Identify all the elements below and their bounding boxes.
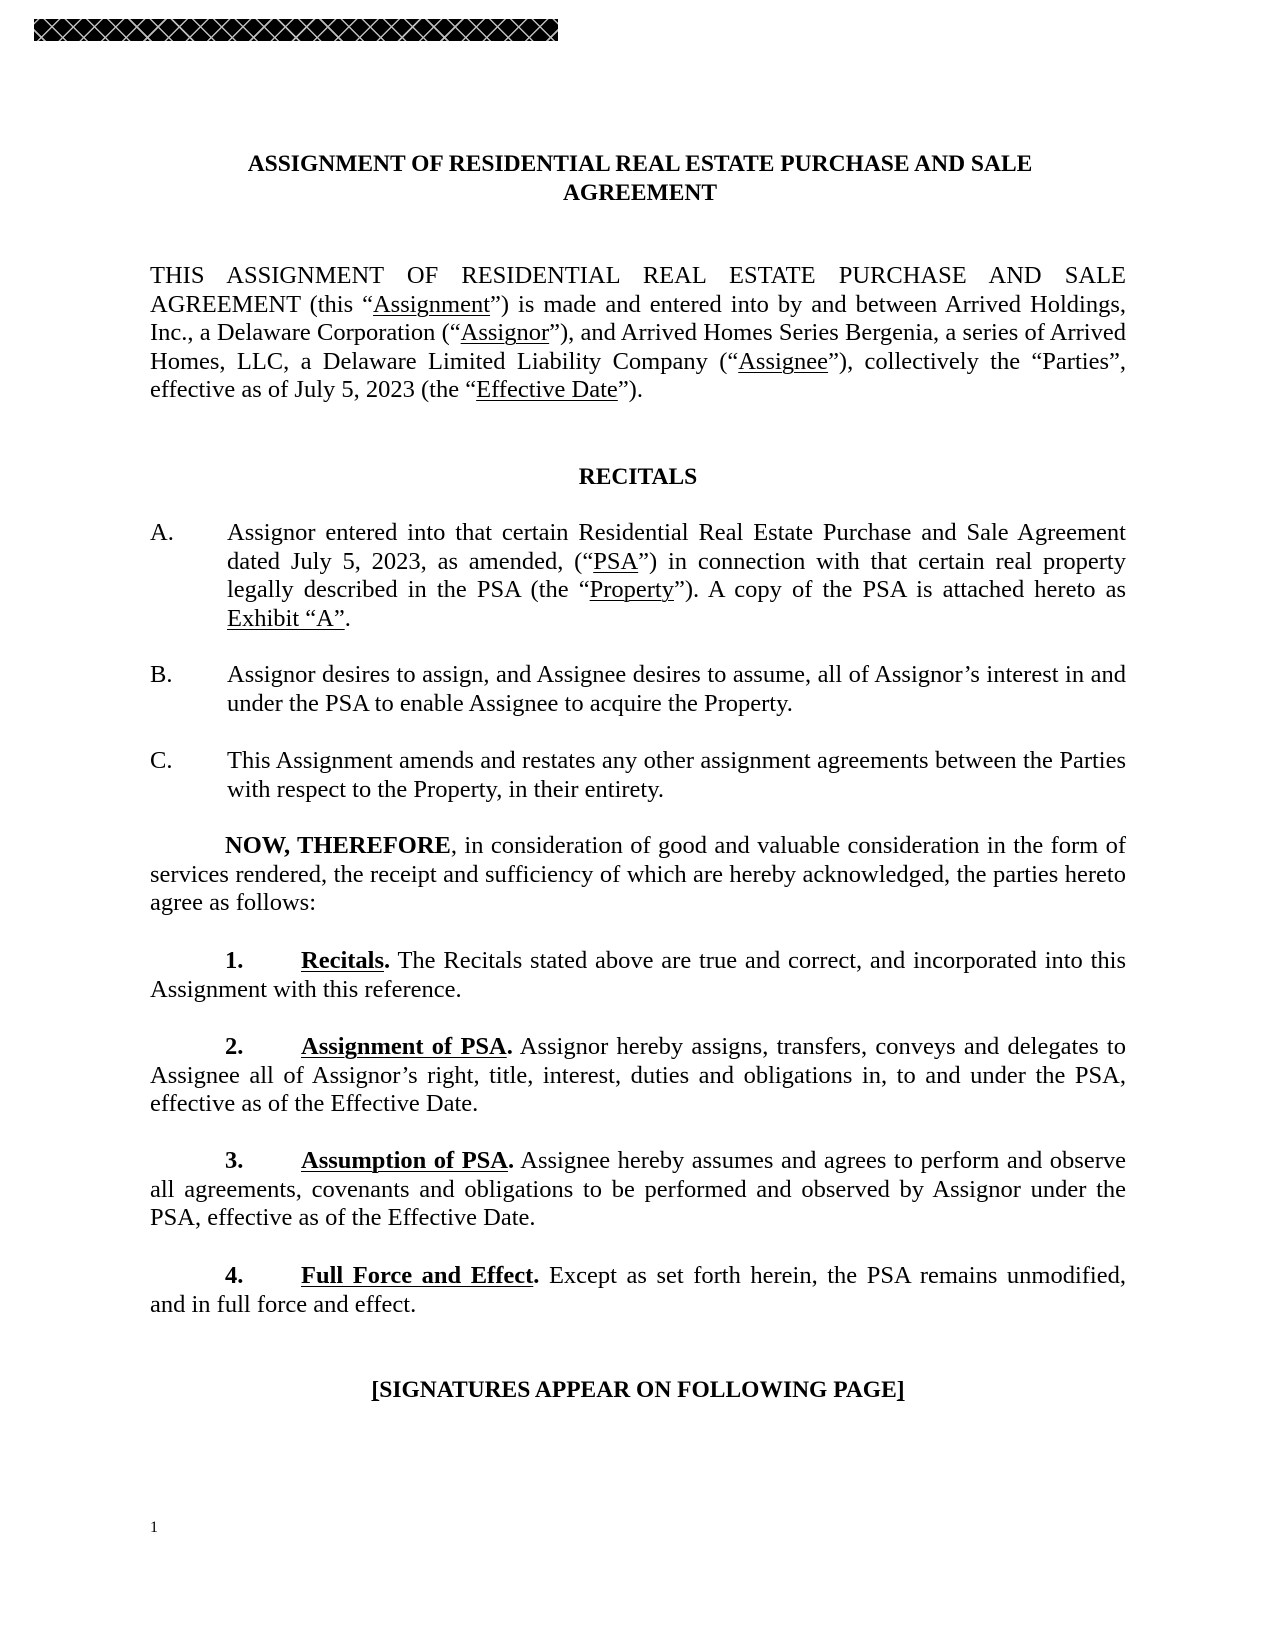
recital-c-text: This Assignment amends and restates any other assignment agreements between the Parties with respect to the Property, in their entirety. xyxy=(227,747,1126,803)
section-1-heading: Recitals xyxy=(301,947,384,974)
recital-a xyxy=(150,519,1126,633)
recital-a-text xyxy=(227,519,1126,633)
defined-term-effective-date: Effective Date xyxy=(476,376,618,404)
defined-term-property: Property xyxy=(589,576,674,604)
section-3 xyxy=(150,1147,1126,1233)
section-4-heading-period: . xyxy=(533,1262,540,1289)
signatures-notice-open-bracket: [ xyxy=(371,1377,380,1403)
section-1-heading-period: . xyxy=(384,947,391,974)
recital-b-letter: B. xyxy=(150,661,173,688)
recital-b-text: Assignor desires to assign, and Assignee desires to assume, all of Assignor’s interest in and under the PSA to enable Assignee to acquire the Property. xyxy=(227,661,1126,717)
document-title xyxy=(150,150,1130,208)
defined-term-assignor: Assignor xyxy=(460,319,550,347)
intro-text-4: ”), collectively the “Parties”, effective as of July 5, 2023 (the “ xyxy=(150,347,1126,404)
now-therefore-lead: NOW, THEREFORE xyxy=(225,832,451,859)
section-2-heading-period: . xyxy=(506,1033,513,1060)
recital-c-letter: C. xyxy=(150,747,173,774)
recital-c xyxy=(150,747,1126,804)
section-3-heading: Assumption of PSA xyxy=(301,1147,508,1174)
exhibit-a-reference: Exhibit “A” xyxy=(227,604,345,632)
section-2-number: 2. xyxy=(225,1033,244,1060)
title-line-2: AGREEMENT xyxy=(562,180,718,206)
section-3-text: Assignee hereby assumes and agrees to perform and observe all agreements, covenants and obligations to be performed and observed by Assignor under the PSA, effective as of the Effective Date. xyxy=(150,1147,1126,1232)
section-3-heading-period: . xyxy=(507,1147,515,1174)
section-1 xyxy=(150,947,1126,1004)
now-therefore-text: , in consideration of good and valuable consideration in the form of services rendered, the receipt and sufficiency of which are hereby acknowledged, the parties hereto agree as follows: xyxy=(150,832,1127,917)
section-4-number: 4. xyxy=(225,1262,244,1289)
section-3-number: 3. xyxy=(225,1147,244,1174)
intro-paragraph xyxy=(150,262,1126,405)
intro-text-1: THIS ASSIGNMENT OF RESIDENTIAL REAL ESTATE PURCHASE AND SALE AGREEMENT (this “ xyxy=(150,262,1126,318)
section-4-heading: Full Force and Effect xyxy=(301,1262,534,1289)
signatures-notice-close-bracket: ] xyxy=(896,1377,905,1403)
recital-a-text-2: ”) in connection with that certain real property legally described in the PSA (the “ xyxy=(227,547,1126,604)
section-1-number: 1. xyxy=(225,947,244,974)
title-line-1: ASSIGNMENT OF RESIDENTIAL REAL ESTATE PURCHASE AND SALE xyxy=(247,151,1033,177)
signatures-notice xyxy=(150,1376,1126,1405)
redaction-bar xyxy=(34,19,558,41)
recitals-heading: RECITALS xyxy=(578,464,698,490)
intro-text-5: ”). xyxy=(617,376,643,404)
section-4 xyxy=(150,1262,1126,1319)
signatures-notice-text: SIGNATURES APPEAR ON FOLLOWING PAGE xyxy=(379,1377,897,1403)
recital-b xyxy=(150,661,1126,718)
recital-a-text-1: Assignor entered into that certain Residential Real Estate Purchase and Sale Agreement dated July 5, 2023, as amended, (“ xyxy=(227,519,1126,575)
section-2-text: Assignor hereby assigns, transfers, conveys and delegates to Assignee all of Assignor’s right, title, interest, duties and obligations in, to and under the PSA, effective as of the Effective Date. xyxy=(150,1033,1126,1118)
recital-a-text-3: ”). A copy of the PSA is attached hereto as xyxy=(673,576,1126,604)
defined-term-assignment: Assignment xyxy=(372,290,491,318)
recital-a-letter: A. xyxy=(150,519,174,546)
now-therefore-paragraph xyxy=(150,832,1126,918)
defined-term-psa: PSA xyxy=(593,547,639,575)
section-2 xyxy=(150,1033,1126,1119)
section-4-text: Except as set forth herein, the PSA remains unmodified, and in full force and effect. xyxy=(150,1262,1126,1318)
section-2-heading: Assignment of PSA xyxy=(301,1033,507,1060)
defined-term-assignee: Assignee xyxy=(738,347,829,375)
intro-text-2: ”) is made and entered into by and between Arrived Holdings, Inc., a Delaware Corporation (“ xyxy=(150,290,1126,347)
recital-a-text-4: . xyxy=(344,604,351,632)
section-1-text: The Recitals stated above are true and correct, and incorporated into this Assignment with this reference. xyxy=(150,947,1126,1003)
intro-text-3: ”), and Arrived Homes Series Bergenia, a series of Arrived Homes, LLC, a Delaware Limited Liability Company (“ xyxy=(150,319,1126,375)
page-number: 1 xyxy=(150,1519,158,1536)
